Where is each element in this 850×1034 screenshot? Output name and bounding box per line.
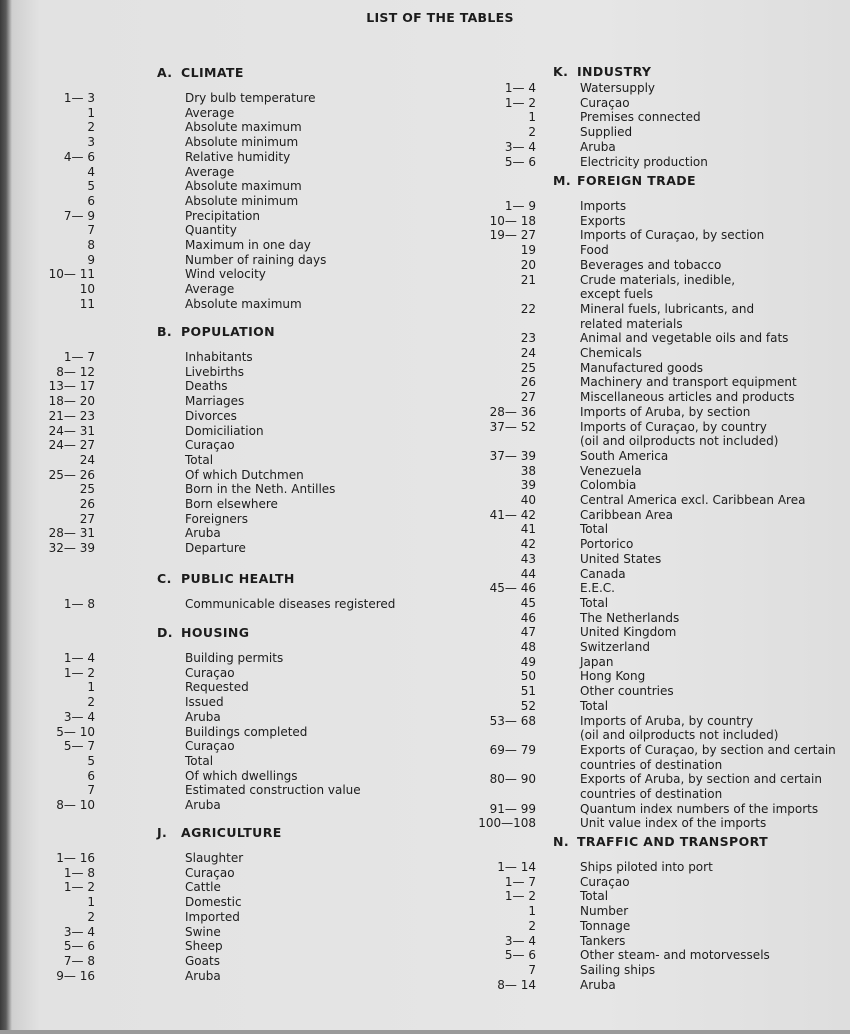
table-description: Foreigners — [185, 511, 248, 526]
table-number: 1 — [528, 904, 536, 919]
table-number: 2 — [87, 695, 95, 710]
table-description: Curaçao — [185, 665, 235, 680]
table-description: South America — [580, 448, 669, 463]
table-description: Building permits — [185, 651, 284, 665]
table-number: 21 — [520, 272, 536, 287]
table-number: 1— 8 — [63, 865, 95, 880]
table-description: Born elsewhere — [185, 497, 278, 511]
table-description: Total — [580, 595, 609, 610]
table-number: 2 — [528, 125, 536, 140]
table-number: 27 — [520, 390, 536, 405]
table-description: Relative humidity — [185, 149, 291, 164]
table-number: 24— 31 — [48, 423, 95, 438]
table-number: 5— 6 — [504, 948, 536, 963]
table-number: 4 — [87, 164, 95, 179]
table-number: 1 — [87, 680, 95, 695]
table-description: Domiciliation — [185, 423, 264, 438]
table-number: 6 — [87, 768, 95, 783]
section-letter: C. — [157, 571, 172, 586]
section-title: INDUSTRY — [577, 64, 652, 79]
table-description: Number — [580, 904, 629, 919]
table-description: Estimated construction value — [185, 783, 361, 798]
table-number: 19 — [520, 243, 536, 258]
section-letter: N. — [553, 834, 570, 849]
section-letter: M. — [553, 173, 571, 188]
table-number: 1— 7 — [504, 874, 536, 889]
table-description: Deaths — [185, 379, 228, 394]
table-description: Aruba — [580, 977, 616, 992]
table-description: United States — [580, 551, 662, 566]
table-number: 10 — [79, 282, 95, 297]
table-number: 3— 4 — [63, 709, 95, 724]
table-number: 7— 8 — [63, 953, 95, 968]
table-number: 1— 4 — [504, 81, 536, 95]
table-description: Curaçao — [185, 739, 235, 754]
table-description: Electricity production — [580, 154, 708, 169]
table-description: Exports — [580, 213, 626, 228]
table-number: 43 — [520, 551, 536, 566]
table-number: 1— 16 — [56, 851, 95, 865]
table-description: Curaçao — [185, 438, 235, 453]
table-description: Unit value index of the imports — [580, 816, 767, 831]
table-description: Crude materials, inedible, — [580, 272, 736, 287]
table-number: 13— 17 — [48, 379, 95, 394]
table-description: Mineral fuels, lubricants, and — [580, 301, 755, 316]
table-description: Dry bulb temperature — [185, 91, 316, 105]
table-description: Curaçao — [185, 865, 235, 880]
section-title: PUBLIC HEALTH — [181, 571, 295, 586]
table-number: 5 — [87, 179, 95, 194]
table-description: Curaçao — [580, 95, 630, 110]
table-number: 2 — [87, 120, 95, 135]
table-number: 69— 79 — [489, 742, 536, 757]
table-description: Exports of Curaçao, by section and certain — [580, 742, 836, 757]
table-number: 40 — [520, 493, 536, 507]
section-heading — [157, 625, 249, 640]
table-description: Maximum in one day — [185, 238, 311, 252]
table-number: 1 — [528, 110, 536, 125]
table-number: 3— 4 — [504, 933, 536, 948]
table-number: 1— 2 — [63, 665, 95, 680]
table-description: Sailing ships — [580, 962, 656, 977]
table-description: Total — [580, 698, 609, 713]
table-description: Hong Kong — [580, 669, 646, 684]
table-number: 8— 14 — [497, 977, 536, 992]
table-number: 20 — [520, 257, 536, 272]
table-number: 48 — [520, 640, 536, 654]
section-title: HOUSING — [181, 625, 250, 640]
table-number: 1— 2 — [504, 889, 536, 904]
table-description: Absolute maximum — [185, 179, 302, 194]
table-number: 8— 10 — [56, 798, 95, 812]
table-number: 4— 6 — [63, 149, 95, 164]
table-number: 1 — [87, 895, 95, 910]
table-number: 5— 7 — [63, 739, 95, 754]
table-description: Goats — [185, 953, 220, 968]
table-number: 1— 2 — [504, 95, 536, 110]
table-description: Divorces — [185, 408, 237, 423]
table-number: 23 — [520, 331, 536, 346]
section-letter: J. — [157, 825, 168, 840]
table-number: 80— 90 — [489, 772, 536, 787]
table-number: 37— 39 — [489, 448, 536, 463]
table-number: 25 — [79, 482, 95, 497]
table-description: Central America excl. Caribbean Area — [580, 493, 806, 507]
table-description: Total — [185, 452, 214, 467]
table-number: 37— 52 — [489, 419, 536, 434]
table-description: Slaughter — [185, 851, 244, 865]
table-number: 19— 27 — [489, 228, 536, 243]
page-title: LIST OF THE TABLES — [366, 10, 514, 25]
table-number: 24 — [79, 452, 95, 467]
section-letter: A. — [157, 65, 173, 80]
table-description: Swine — [185, 924, 221, 939]
table-description: Chemicals — [580, 346, 642, 360]
table-number: 9— 16 — [56, 968, 95, 983]
table-number: 28— 31 — [48, 526, 95, 541]
table-number: 11 — [79, 296, 95, 311]
table-description: Machinery and transport equipment — [580, 375, 797, 390]
table-description: Livebirths — [185, 364, 244, 379]
table-number: 45— 46 — [489, 581, 536, 596]
table-description: countries of destination — [580, 757, 723, 772]
table-description: Buildings completed — [185, 724, 308, 739]
table-description: Beverages and tobacco — [580, 257, 722, 272]
table-description: Exports of Aruba, by section and certain — [580, 772, 822, 787]
table-description: Total — [580, 522, 609, 537]
table-description: Absolute maximum — [185, 296, 302, 311]
table-description: Tonnage — [580, 918, 631, 933]
table-description: Aruba — [185, 526, 221, 541]
table-number: 5— 10 — [56, 724, 95, 739]
table-description: Imports — [580, 199, 627, 213]
table-description: Quantity — [185, 223, 237, 238]
section-letter: B. — [157, 324, 173, 339]
table-number: 3— 4 — [63, 924, 95, 939]
table-number: 51 — [520, 684, 536, 699]
table-number: 5— 6 — [63, 939, 95, 954]
table-number: 46 — [520, 610, 536, 625]
table-description: Aruba — [185, 798, 221, 812]
table-description: Average — [185, 164, 235, 179]
table-number: 26 — [79, 497, 95, 511]
table-number: 49 — [520, 654, 536, 669]
table-description: Other countries — [580, 684, 674, 699]
section-heading — [553, 173, 696, 188]
table-description: Premises connected — [580, 110, 701, 125]
table-description: Imported — [185, 909, 240, 924]
table-description: Japan — [580, 654, 614, 669]
table-number: 5— 6 — [504, 154, 536, 169]
table-number: 26 — [520, 375, 536, 390]
table-description: Absolute maximum — [185, 120, 302, 135]
table-number: 91— 99 — [489, 801, 536, 816]
table-number: 7 — [528, 962, 536, 977]
table-number: 42 — [520, 537, 536, 552]
table-description: Of which dwellings — [185, 768, 298, 783]
table-number: 1— 4 — [63, 651, 95, 665]
table-number: 27 — [79, 511, 95, 526]
table-description: Inhabitants — [185, 350, 253, 364]
table-number: 39 — [520, 478, 536, 493]
table-number: 1— 9 — [504, 199, 536, 213]
table-description: Aruba — [185, 709, 221, 724]
section-heading — [157, 825, 282, 840]
table-description: Communicable diseases registered — [185, 597, 396, 611]
table-description: Other steam- and motorvessels — [580, 948, 770, 963]
table-description: Domestic — [185, 895, 242, 910]
table-number: 7— 9 — [63, 208, 95, 223]
table-number: 9 — [87, 252, 95, 267]
table-number: 8— 12 — [56, 364, 95, 379]
table-number: 3— 4 — [504, 139, 536, 154]
table-number: 18— 20 — [48, 394, 95, 409]
table-number: 22 — [520, 301, 536, 316]
table-description: Marriages — [185, 394, 245, 409]
table-description: Sheep — [185, 939, 223, 954]
table-number: 2 — [528, 918, 536, 933]
table-description: Total — [580, 889, 609, 904]
table-number: 44 — [520, 566, 536, 581]
table-number: 1— 14 — [497, 860, 536, 874]
table-description: (oil and oilproducts not included) — [580, 728, 779, 743]
table-number: 28— 36 — [489, 404, 536, 419]
section-letter: K. — [553, 64, 569, 79]
table-description: Issued — [185, 695, 224, 710]
table-number: 8 — [87, 238, 95, 252]
table-description: Imports of Aruba, by section — [580, 404, 751, 419]
table-number: 25 — [520, 360, 536, 375]
table-description: Venezuela — [580, 463, 642, 478]
table-description: Colombia — [580, 478, 637, 493]
page-edge — [0, 1030, 850, 1034]
table-number: 3 — [87, 135, 95, 150]
table-number: 5 — [87, 753, 95, 768]
table-description: Born in the Neth. Antilles — [185, 482, 336, 497]
table-number: 53— 68 — [489, 713, 536, 728]
table-description: The Netherlands — [580, 610, 680, 625]
table-description: Number of raining days — [185, 252, 327, 267]
section-heading — [157, 65, 244, 80]
table-number: 100—108 — [478, 816, 536, 831]
table-number: 7 — [87, 783, 95, 798]
section-title: AGRICULTURE — [181, 825, 282, 840]
table-description: Portorico — [580, 537, 634, 552]
table-description: except fuels — [580, 287, 653, 302]
section-title: TRAFFIC AND TRANSPORT — [577, 834, 769, 849]
table-description: United Kingdom — [580, 625, 677, 640]
table-number: 41 — [520, 522, 536, 537]
table-description: Miscellaneous articles and products — [580, 390, 795, 405]
table-description: Watersupply — [580, 81, 655, 95]
table-number: 1— 3 — [63, 91, 95, 105]
table-description: Food — [580, 243, 609, 258]
table-description: Caribbean Area — [580, 507, 674, 522]
table-description: Animal and vegetable oils and fats — [580, 331, 789, 346]
table-number: 21— 23 — [48, 408, 95, 423]
table-description: E.E.C. — [580, 581, 615, 596]
table-description: Absolute minimum — [185, 135, 299, 150]
table-number: 32— 39 — [48, 541, 95, 556]
table-number: 52 — [520, 698, 536, 713]
table-number: 25— 26 — [48, 467, 95, 482]
table-description: Aruba — [185, 968, 221, 983]
table-number: 10— 18 — [489, 213, 536, 228]
table-description: Wind velocity — [185, 267, 266, 282]
table-number: 47 — [520, 625, 536, 640]
table-description: (oil and oilproducts not included) — [580, 434, 779, 449]
table-description: Canada — [580, 566, 626, 581]
section-letter: D. — [157, 625, 173, 640]
section-title: FOREIGN TRADE — [577, 173, 696, 188]
table-description: Imports of Curaçao, by section — [580, 228, 765, 243]
table-description: Imports of Curaçao, by country — [580, 419, 767, 434]
section-title: CLIMATE — [181, 65, 244, 80]
section-heading — [157, 571, 295, 586]
table-description: countries of destination — [580, 787, 723, 801]
table-description: Requested — [185, 680, 249, 695]
table-number: 10— 11 — [48, 267, 95, 282]
table-description: Tankers — [580, 933, 626, 948]
section-title: POPULATION — [181, 324, 276, 339]
table-description: Switzerland — [580, 640, 650, 654]
table-description: Departure — [185, 541, 246, 556]
table-description: Imports of Aruba, by country — [580, 713, 754, 728]
table-description: Supplied — [580, 125, 633, 140]
table-description: Precipitation — [185, 208, 261, 223]
table-description: Ships piloted into port — [580, 860, 713, 874]
table-description: Average — [185, 105, 235, 120]
table-description: related materials — [580, 316, 683, 331]
table-number: 1— 7 — [63, 350, 95, 364]
table-number: 41— 42 — [489, 507, 536, 522]
table-number: 38 — [520, 463, 536, 478]
table-description: Aruba — [580, 139, 616, 154]
table-number: 1 — [87, 105, 95, 120]
table-number: 7 — [87, 223, 95, 238]
table-number: 1— 8 — [63, 597, 95, 611]
table-number: 6 — [87, 193, 95, 208]
table-description: Of which Dutchmen — [185, 467, 304, 482]
table-number: 1— 2 — [63, 880, 95, 895]
table-description: Curaçao — [580, 874, 630, 889]
table-number: 45 — [520, 595, 536, 610]
table-description: Total — [185, 753, 214, 768]
table-number: 2 — [87, 909, 95, 924]
table-description: Quantum index numbers of the imports — [580, 801, 819, 816]
section-heading — [553, 834, 768, 849]
table-description: Average — [185, 282, 235, 297]
table-description: Manufactured goods — [580, 360, 704, 375]
section-heading — [553, 64, 651, 79]
table-description: Cattle — [185, 880, 221, 895]
table-description: Absolute minimum — [185, 193, 299, 208]
table-number: 24— 27 — [48, 438, 95, 453]
table-number: 50 — [520, 669, 536, 684]
table-number: 24 — [520, 346, 536, 360]
section-heading — [157, 324, 275, 339]
